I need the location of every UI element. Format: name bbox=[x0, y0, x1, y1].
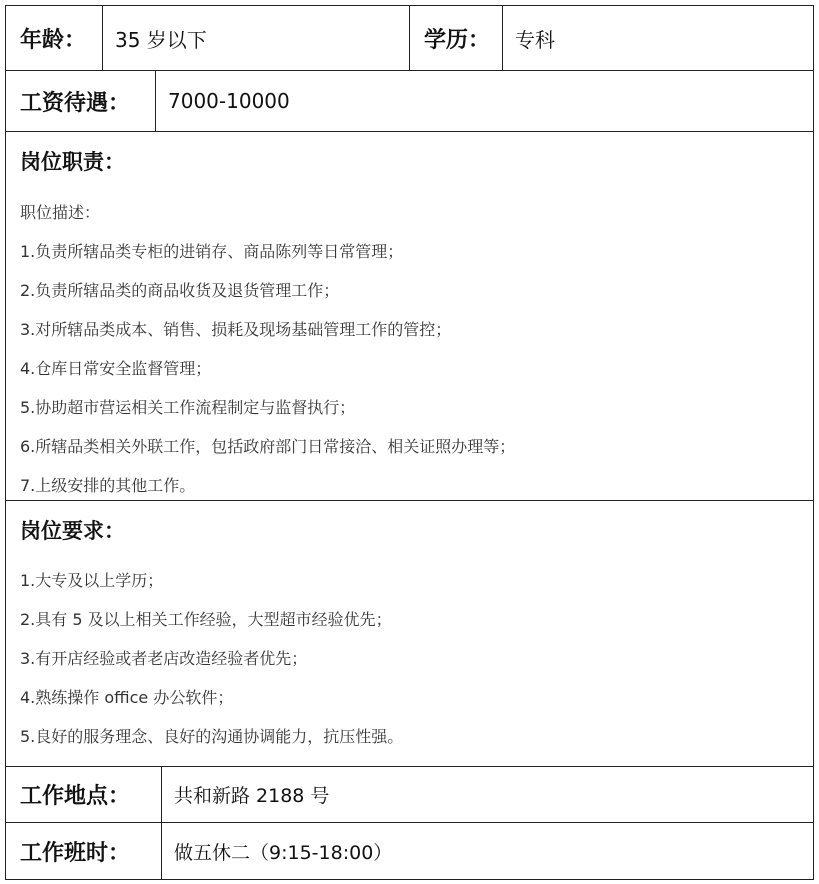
salary-value: 7000-10000 bbox=[155, 70, 814, 132]
duties-section bbox=[5, 131, 814, 501]
requirements-list bbox=[20, 561, 813, 756]
requirement-item: 3.有开店经验或者老店改造经验者优先； bbox=[20, 649, 308, 668]
duty-item: 4.仓库日常安全监督管理； bbox=[20, 359, 212, 378]
duty-item: 1.负责所辖品类专柜的进销存、商品陈列等日常管理； bbox=[20, 242, 404, 261]
duty-item: 6.所辖品类相关外联工作，包括政府部门日常接洽、相关证照办理等； bbox=[20, 437, 516, 456]
schedule-label: 工作班时： bbox=[5, 822, 162, 880]
requirement-item: 2.具有 5 及以上相关工作经验，大型超市经验优先； bbox=[20, 610, 392, 629]
age-label: 年龄： bbox=[5, 5, 103, 71]
education-value: 专科 bbox=[502, 5, 814, 71]
duty-item: 5.协助超市营运相关工作流程制定与监督执行； bbox=[20, 398, 356, 417]
location-value: 共和新路 2188 号 bbox=[161, 766, 814, 823]
requirement-item: 4.熟练操作 office 办公软件； bbox=[20, 688, 234, 707]
requirement-item: 1.大专及以上学历； bbox=[20, 571, 164, 590]
duty-item: 3.对所辖品类成本、销售、损耗及现场基础管理工作的管控； bbox=[20, 320, 452, 339]
location-label: 工作地点： bbox=[5, 766, 162, 823]
education-label: 学历： bbox=[409, 5, 503, 71]
duty-item: 7.上级安排的其他工作。 bbox=[20, 476, 196, 495]
salary-label: 工资待遇： bbox=[5, 70, 156, 132]
requirements-title: 岗位要求： bbox=[20, 519, 125, 543]
schedule-value: 做五休二（9:15-18:00） bbox=[161, 822, 814, 880]
duty-item: 2.负责所辖品类的商品收货及退货管理工作； bbox=[20, 281, 340, 300]
duties-list bbox=[20, 232, 813, 505]
duties-intro: 职位描述： bbox=[20, 203, 101, 222]
age-value: 35 岁以下 bbox=[102, 5, 410, 71]
requirements-section bbox=[5, 500, 814, 767]
duties-title: 岗位职责： bbox=[20, 150, 125, 174]
requirement-item: 5.良好的服务理念、良好的沟通协调能力，抗压性强。 bbox=[20, 727, 404, 746]
